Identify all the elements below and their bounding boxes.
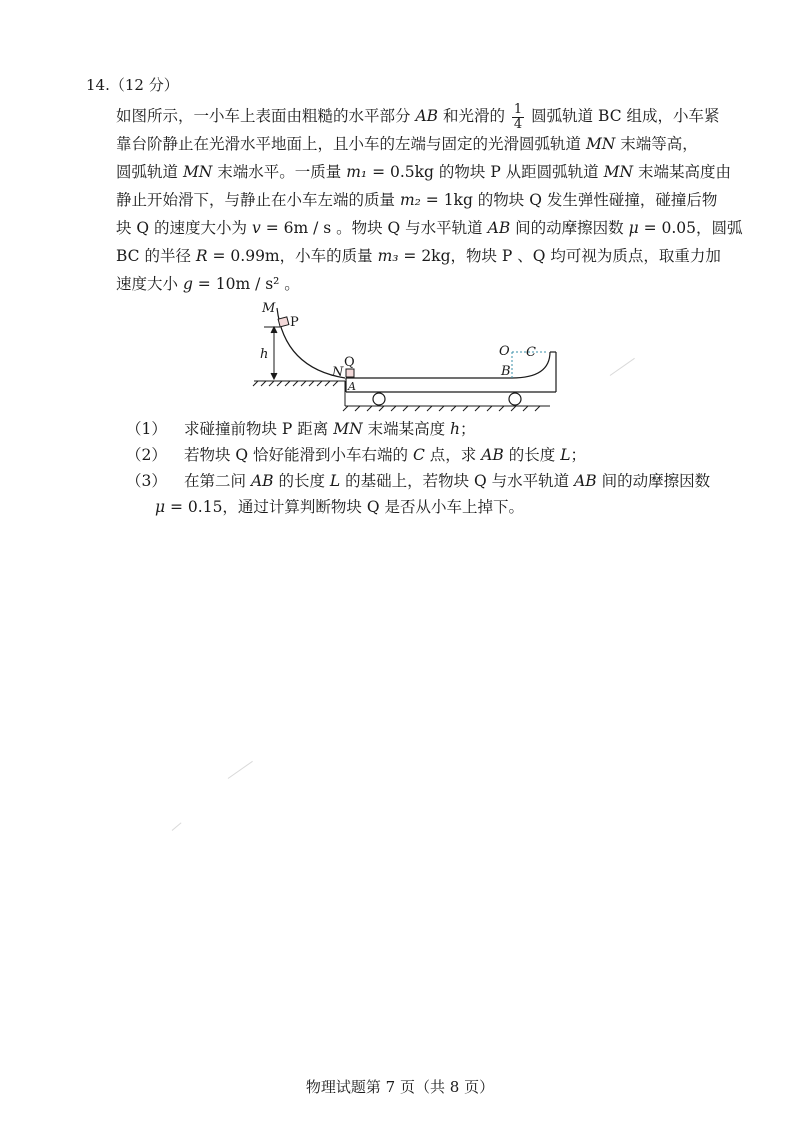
label-n: N bbox=[332, 365, 344, 380]
fraction-denominator: 4 bbox=[513, 116, 523, 132]
stem-line bbox=[116, 214, 748, 242]
math-symbol: R bbox=[195, 247, 208, 265]
label-p: P bbox=[290, 315, 299, 330]
stem-line bbox=[116, 158, 748, 186]
math-symbol: m₃ bbox=[377, 247, 399, 265]
math-symbol: AB bbox=[487, 219, 511, 237]
stem-line bbox=[116, 102, 748, 130]
scan-mark bbox=[228, 761, 253, 779]
math-symbol: L bbox=[560, 446, 571, 464]
text-run: 的长度 bbox=[273, 472, 330, 490]
label-b: B bbox=[501, 364, 511, 379]
math-symbol: AB bbox=[574, 472, 597, 490]
math-symbol: MN bbox=[182, 163, 213, 181]
label-h: h bbox=[260, 347, 269, 362]
fraction-numerator: 1 bbox=[513, 101, 523, 117]
math-symbol: m₂ bbox=[399, 191, 421, 209]
math-symbol: g bbox=[182, 275, 193, 293]
wheel-right bbox=[509, 393, 521, 405]
text-run: = 2kg，物块 P 、Q 均可视为质点，取重力加 bbox=[398, 247, 721, 265]
subquestion-label: （3） bbox=[126, 472, 167, 490]
text-run: = 0.05，圆弧 bbox=[638, 219, 743, 237]
question-stem bbox=[116, 102, 748, 298]
subquestion-label: （1） bbox=[126, 420, 167, 438]
subquestion-2 bbox=[126, 442, 756, 468]
text-run: 末端某高度 bbox=[362, 420, 451, 438]
math-symbol: MN bbox=[603, 163, 634, 181]
text-run: 靠台阶静止在光滑水平地面上，且小车的左端与固定的光滑圆弧轨道 bbox=[116, 135, 586, 153]
text-run: 间的动摩擦因数 bbox=[510, 219, 629, 237]
text-run: 的基础上，若物块 Q 与水平轨道 bbox=[340, 472, 575, 490]
label-a: A bbox=[348, 380, 356, 393]
stem-line bbox=[116, 186, 748, 214]
question-number: 14.（12 分） bbox=[86, 76, 179, 94]
block-p bbox=[278, 317, 289, 327]
text-run: ； bbox=[570, 446, 586, 464]
text-run: 块 Q 的速度大小为 bbox=[116, 219, 252, 237]
math-symbol: AB bbox=[250, 472, 274, 490]
text-run: 的长度 bbox=[503, 446, 561, 464]
stem-line bbox=[116, 270, 748, 298]
text-run: 圆弧轨道 bbox=[116, 163, 183, 181]
text-run: BC 的半径 bbox=[116, 247, 196, 265]
math-symbol: μ bbox=[628, 219, 639, 237]
text-run: 间的动摩擦因数 bbox=[596, 472, 711, 490]
math-symbol: m₁ bbox=[346, 163, 368, 181]
subquestion-line bbox=[126, 416, 756, 442]
left-ground bbox=[253, 381, 550, 411]
text-run: 在第二问 bbox=[184, 472, 251, 490]
math-symbol: L bbox=[329, 472, 341, 490]
subquestion-line bbox=[126, 442, 756, 468]
page-footer: 物理试题第 7 页（共 8 页） bbox=[305, 1078, 495, 1096]
label-o: O bbox=[499, 344, 510, 359]
text-run: = 6m / s 。物块 Q 与水平轨道 bbox=[260, 219, 488, 237]
subquestion-line bbox=[126, 494, 756, 520]
subquestion-1 bbox=[126, 416, 756, 442]
text-run: 末端等高， bbox=[615, 135, 698, 153]
text-run: = 0.5kg 的物块 P 从距圆弧轨道 bbox=[367, 163, 604, 181]
subquestion-3 bbox=[126, 468, 756, 520]
text-run: 速度大小 bbox=[116, 275, 183, 293]
text-run: = 10m / s² 。 bbox=[192, 275, 300, 293]
math-symbol: h bbox=[450, 420, 460, 438]
text-run: 末端某高度由 bbox=[633, 163, 731, 181]
subquestion-line bbox=[126, 468, 756, 494]
text-run: = 0.99m，小车的质量 bbox=[207, 247, 378, 265]
text-run: 点，求 bbox=[424, 446, 482, 464]
math-symbol: MN bbox=[333, 420, 363, 438]
fraction-quarter bbox=[512, 103, 524, 132]
physics-diagram bbox=[250, 298, 560, 416]
text-run: 末端水平。一质量 bbox=[212, 163, 347, 181]
scan-mark bbox=[610, 358, 635, 376]
subquestion-label: （2） bbox=[126, 446, 167, 464]
text-run: = 1kg 的物块 Q 发生弹性碰撞，碰撞后物 bbox=[420, 191, 718, 209]
text-run: 圆弧轨道 BC 组成，小车紧 bbox=[526, 107, 720, 125]
block-q bbox=[346, 369, 354, 377]
cart bbox=[346, 352, 556, 392]
label-c: C bbox=[526, 345, 536, 360]
wheel-left bbox=[373, 393, 385, 405]
math-symbol: AB bbox=[415, 107, 439, 125]
stem-line bbox=[116, 130, 748, 158]
text-run: 如图所示，一小车上表面由粗糙的水平部分 bbox=[116, 107, 416, 125]
math-symbol: MN bbox=[585, 135, 616, 153]
text-run: = 0.15，通过计算判断物块 Q 是否从小车上掉下。 bbox=[165, 498, 524, 516]
math-symbol: C bbox=[413, 446, 425, 464]
math-symbol: AB bbox=[481, 446, 504, 464]
text-run: 静止开始滑下，与静止在小车左端的质量 bbox=[116, 191, 400, 209]
text-run: 求碰撞前物块 P 距离 bbox=[184, 420, 334, 438]
math-symbol: μ bbox=[155, 498, 166, 516]
text-run: 和光滑的 bbox=[438, 107, 510, 125]
stem-line bbox=[116, 242, 748, 270]
label-q: Q bbox=[344, 355, 355, 370]
scan-mark bbox=[172, 822, 182, 830]
label-m: M bbox=[262, 301, 276, 316]
text-run: ； bbox=[460, 420, 476, 438]
math-symbol: v bbox=[252, 219, 261, 237]
text-run: 若物块 Q 恰好能滑到小车右端的 bbox=[184, 446, 413, 464]
